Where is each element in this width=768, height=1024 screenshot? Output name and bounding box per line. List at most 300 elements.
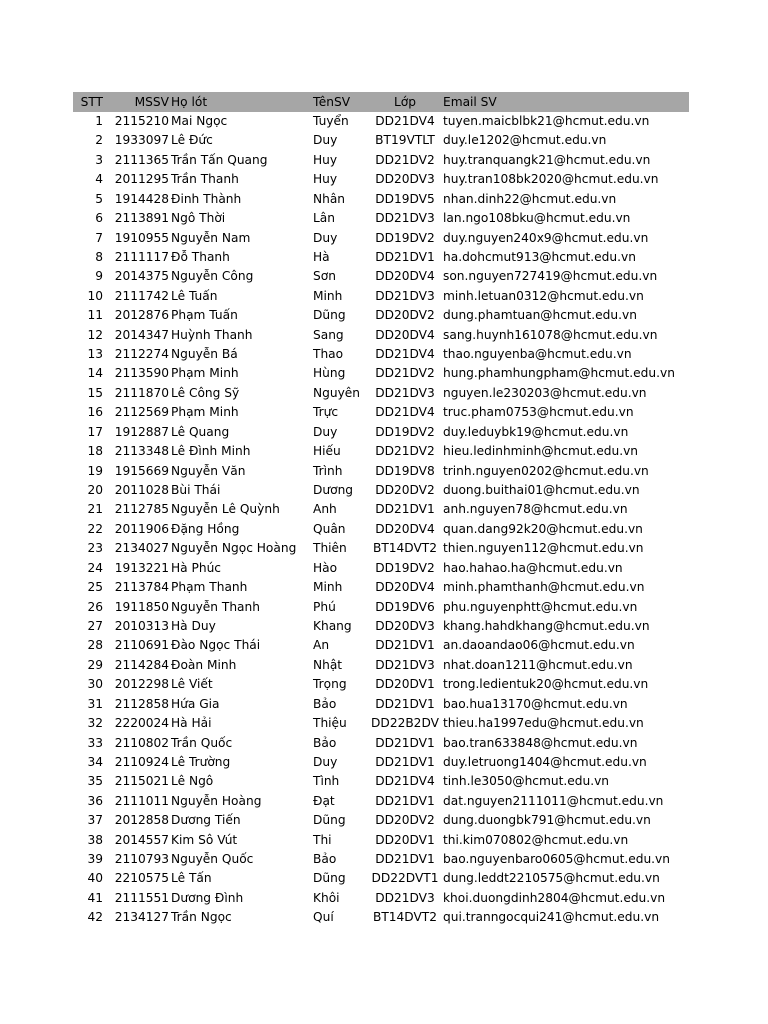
header-mssv: MSSV bbox=[134, 95, 169, 109]
cell-ten-sv: Trực bbox=[313, 405, 339, 420]
cell-mssv: 2134027 bbox=[114, 541, 169, 556]
table-row bbox=[73, 520, 689, 539]
table-row bbox=[73, 734, 689, 753]
cell-stt: 17 bbox=[87, 424, 103, 439]
table-row bbox=[73, 617, 689, 636]
header-email: Email SV bbox=[443, 95, 497, 109]
cell-mssv: 2112785 bbox=[114, 502, 169, 517]
table-row bbox=[73, 248, 689, 267]
cell-mssv: 2111742 bbox=[114, 288, 169, 303]
cell-ho-lot: Lê Quang bbox=[171, 424, 230, 439]
cell-lop: DD20DV2 bbox=[375, 483, 435, 498]
table-row bbox=[73, 364, 689, 383]
cell-email: nhat.doan1211@hcmut.edu.vn bbox=[443, 657, 633, 672]
cell-ho-lot: Lê Trường bbox=[171, 754, 231, 769]
table-row bbox=[73, 190, 689, 209]
cell-stt: 15 bbox=[87, 385, 103, 400]
table-row bbox=[73, 229, 689, 248]
cell-mssv: 2113590 bbox=[114, 366, 169, 381]
table-row bbox=[73, 598, 689, 617]
cell-mssv: 2111365 bbox=[114, 152, 169, 167]
table-row bbox=[73, 131, 689, 150]
cell-lop: DD21DV3 bbox=[375, 890, 435, 905]
cell-mssv: 1914428 bbox=[114, 191, 169, 206]
cell-lop: DD21DV1 bbox=[375, 696, 435, 711]
cell-mssv: 2014375 bbox=[114, 269, 169, 284]
cell-mssv: 2115021 bbox=[114, 774, 169, 789]
cell-email: thieu.ha1997edu@hcmut.edu.vn bbox=[443, 716, 644, 731]
cell-email: duy.letruong1404@hcmut.edu.vn bbox=[443, 754, 647, 769]
cell-ten-sv: Bảo bbox=[313, 852, 337, 867]
cell-ten-sv: Minh bbox=[313, 580, 343, 595]
cell-mssv: 2110793 bbox=[114, 852, 169, 867]
cell-ten-sv: Huy bbox=[313, 152, 338, 167]
cell-email: bao.hua13170@hcmut.edu.vn bbox=[443, 696, 628, 711]
cell-stt: 2 bbox=[95, 133, 103, 148]
cell-ten-sv: Tình bbox=[313, 774, 340, 789]
cell-email: hao.hahao.ha@hcmut.edu.vn bbox=[443, 560, 623, 575]
cell-stt: 29 bbox=[87, 657, 103, 672]
cell-stt: 32 bbox=[87, 716, 103, 731]
cell-ho-lot: Phạm Minh bbox=[171, 366, 239, 381]
cell-mssv: 2112569 bbox=[114, 405, 169, 420]
cell-ho-lot: Đặng Hồng bbox=[171, 521, 240, 536]
cell-lop: DD19DV2 bbox=[375, 560, 435, 575]
student-table bbox=[73, 92, 689, 928]
cell-ten-sv: Hào bbox=[313, 560, 338, 575]
cell-ten-sv: Đạt bbox=[313, 793, 335, 808]
cell-email: nhan.dinh22@hcmut.edu.vn bbox=[443, 191, 617, 206]
cell-lop: DD21DV3 bbox=[375, 288, 435, 303]
cell-mssv: 2111551 bbox=[114, 890, 169, 905]
header-stt: STT bbox=[80, 95, 103, 109]
table-row bbox=[73, 112, 689, 131]
cell-ho-lot: Lê Tấn bbox=[171, 871, 212, 886]
cell-ho-lot: Lê Công Sỹ bbox=[171, 385, 240, 400]
cell-lop: DD20DV1 bbox=[375, 832, 435, 847]
cell-email: trong.ledientuk20@hcmut.edu.vn bbox=[443, 677, 649, 692]
cell-lop: DD20DV3 bbox=[375, 172, 435, 187]
cell-ho-lot: Đào Ngọc Thái bbox=[171, 638, 261, 653]
cell-ten-sv: Dũng bbox=[313, 308, 346, 323]
cell-ten-sv: Bảo bbox=[313, 696, 337, 711]
cell-ho-lot: Bùi Thái bbox=[171, 483, 221, 498]
cell-lop: DD20DV4 bbox=[375, 521, 435, 536]
cell-stt: 13 bbox=[87, 347, 103, 362]
table-row bbox=[73, 500, 689, 519]
cell-mssv: 2112858 bbox=[114, 696, 169, 711]
cell-mssv: 2110691 bbox=[114, 638, 169, 653]
cell-mssv: 2012858 bbox=[114, 813, 169, 828]
cell-email: sang.huynh161078@hcmut.edu.vn bbox=[443, 327, 658, 342]
cell-ho-lot: Nguyễn Công bbox=[171, 269, 254, 284]
cell-lop: DD20DV1 bbox=[375, 677, 435, 692]
cell-email: tinh.le3050@hcmut.edu.vn bbox=[443, 774, 610, 789]
cell-mssv: 2014347 bbox=[114, 327, 169, 342]
cell-ten-sv: Minh bbox=[313, 288, 343, 303]
cell-ho-lot: Dương Đình bbox=[171, 890, 244, 905]
cell-mssv: 2210575 bbox=[114, 871, 169, 886]
cell-email: minh.phamthanh@hcmut.edu.vn bbox=[443, 580, 645, 595]
cell-ho-lot: Phạm Minh bbox=[171, 405, 239, 420]
table-row bbox=[73, 889, 689, 908]
cell-email: dung.leddt2210575@hcmut.edu.vn bbox=[443, 871, 660, 886]
cell-stt: 4 bbox=[95, 172, 103, 187]
cell-email: son.nguyen727419@hcmut.edu.vn bbox=[443, 269, 658, 284]
cell-ten-sv: Duy bbox=[313, 133, 338, 148]
cell-lop: DD21DV1 bbox=[375, 502, 435, 517]
cell-ho-lot: Nguyễn Bá bbox=[171, 347, 238, 362]
table-row bbox=[73, 636, 689, 655]
cell-email: duy.nguyen240x9@hcmut.edu.vn bbox=[443, 230, 649, 245]
cell-ten-sv: Sang bbox=[313, 327, 344, 342]
cell-lop: DD21DV4 bbox=[375, 347, 435, 362]
cell-email: khoi.duongdinh2804@hcmut.edu.vn bbox=[443, 890, 666, 905]
cell-stt: 1 bbox=[95, 114, 103, 128]
cell-stt: 37 bbox=[87, 813, 103, 828]
cell-ten-sv: Duy bbox=[313, 424, 338, 439]
table-row bbox=[73, 384, 689, 403]
cell-ho-lot: Hà Duy bbox=[171, 618, 216, 633]
cell-stt: 40 bbox=[87, 871, 103, 886]
header-row bbox=[73, 92, 689, 112]
cell-email: ha.dohcmut913@hcmut.edu.vn bbox=[443, 249, 636, 264]
cell-stt: 28 bbox=[87, 638, 103, 653]
cell-ten-sv: Anh bbox=[313, 502, 337, 517]
cell-ho-lot: Nguyễn Văn bbox=[171, 463, 246, 478]
table-row bbox=[73, 695, 689, 714]
cell-stt: 25 bbox=[87, 580, 103, 595]
cell-mssv: 2112274 bbox=[114, 347, 169, 362]
cell-mssv: 1933097 bbox=[114, 133, 169, 148]
cell-lop: DD21DV1 bbox=[375, 793, 435, 808]
cell-lop: DD22B2DV bbox=[371, 716, 439, 731]
cell-ten-sv: Khang bbox=[313, 618, 352, 633]
cell-ho-lot: Trần Ngọc bbox=[171, 910, 232, 925]
cell-email: huy.tranquangk21@hcmut.edu.vn bbox=[443, 152, 651, 167]
table-row bbox=[73, 539, 689, 558]
cell-mssv: 2113784 bbox=[114, 580, 169, 595]
cell-ho-lot: Mai Ngọc bbox=[171, 114, 228, 128]
cell-lop: DD19DV6 bbox=[375, 599, 435, 614]
cell-ho-lot: Đinh Thành bbox=[171, 191, 242, 206]
cell-ten-sv: Thiệu bbox=[313, 716, 347, 731]
cell-ho-lot: Hà Phúc bbox=[171, 560, 222, 575]
cell-ho-lot: Lê Đức bbox=[171, 133, 213, 148]
cell-stt: 42 bbox=[87, 910, 103, 925]
cell-ten-sv: Thi bbox=[313, 832, 332, 847]
cell-email: nguyen.le230203@hcmut.edu.vn bbox=[443, 385, 647, 400]
cell-mssv: 2134127 bbox=[114, 910, 169, 925]
cell-ten-sv: Dương bbox=[313, 483, 354, 498]
cell-stt: 35 bbox=[87, 774, 103, 789]
cell-email: truc.pham0753@hcmut.edu.vn bbox=[443, 405, 634, 420]
cell-ho-lot: Trần Quốc bbox=[171, 735, 233, 750]
table-row bbox=[73, 811, 689, 830]
cell-email: duy.le1202@hcmut.edu.vn bbox=[443, 133, 607, 148]
cell-lop: DD21DV3 bbox=[375, 385, 435, 400]
cell-mssv: 2110802 bbox=[114, 735, 169, 750]
table-row bbox=[73, 267, 689, 286]
cell-lop: DD19DV5 bbox=[375, 191, 435, 206]
cell-ten-sv: Tuyển bbox=[313, 114, 349, 128]
cell-lop: DD19DV2 bbox=[375, 424, 435, 439]
cell-stt: 34 bbox=[87, 754, 103, 769]
cell-mssv: 2012298 bbox=[114, 677, 169, 692]
cell-ho-lot: Phạm Tuấn bbox=[171, 308, 238, 323]
cell-stt: 9 bbox=[95, 269, 103, 284]
table-row bbox=[73, 306, 689, 325]
cell-ho-lot: Nguyễn Hoàng bbox=[171, 793, 262, 808]
cell-mssv: 1915669 bbox=[114, 463, 169, 478]
cell-ho-lot: Hà Hải bbox=[171, 716, 212, 731]
table-row bbox=[73, 656, 689, 675]
cell-ten-sv: Lân bbox=[313, 211, 335, 226]
table-row bbox=[73, 345, 689, 364]
header-ho-lot: Họ lót bbox=[171, 95, 208, 109]
cell-stt: 12 bbox=[87, 327, 103, 342]
cell-lop: BT19VTLT bbox=[375, 133, 435, 148]
cell-lop: DD21DV4 bbox=[375, 114, 435, 128]
cell-email: dat.nguyen2111011@hcmut.edu.vn bbox=[443, 793, 664, 808]
cell-mssv: 1910955 bbox=[114, 230, 169, 245]
cell-lop: DD21DV3 bbox=[375, 211, 435, 226]
cell-mssv: 2010313 bbox=[114, 618, 169, 633]
cell-lop: BT14DVT2 bbox=[372, 910, 438, 925]
cell-ho-lot: Nguyễn Lê Quỳnh bbox=[171, 502, 280, 517]
cell-mssv: 2115210 bbox=[114, 114, 169, 128]
cell-lop: DD21DV1 bbox=[375, 735, 435, 750]
table-row bbox=[73, 403, 689, 422]
table-row bbox=[73, 850, 689, 869]
cell-stt: 41 bbox=[87, 890, 103, 905]
cell-lop: DD22DVT1 bbox=[371, 871, 439, 886]
cell-lop: DD21DV2 bbox=[375, 152, 435, 167]
cell-email: lan.ngo108bku@hcmut.edu.vn bbox=[443, 211, 631, 226]
cell-ten-sv: Sơn bbox=[313, 269, 336, 284]
cell-ho-lot: Nguyễn Ngọc Hoàng bbox=[171, 541, 297, 556]
table-row bbox=[73, 326, 689, 345]
cell-email: qui.tranngocqui241@hcmut.edu.vn bbox=[443, 910, 660, 925]
cell-email: quan.dang92k20@hcmut.edu.vn bbox=[443, 521, 643, 536]
cell-stt: 7 bbox=[95, 230, 103, 245]
cell-ten-sv: Thao bbox=[313, 347, 344, 362]
cell-ho-lot: Lê Đình Minh bbox=[171, 444, 251, 459]
cell-ten-sv: Trọng bbox=[313, 677, 347, 692]
cell-email: thao.nguyenba@hcmut.edu.vn bbox=[443, 347, 632, 362]
cell-ten-sv: Dũng bbox=[313, 813, 346, 828]
cell-stt: 21 bbox=[87, 502, 103, 517]
cell-mssv: 1912887 bbox=[114, 424, 169, 439]
cell-stt: 36 bbox=[87, 793, 103, 808]
table-row bbox=[73, 442, 689, 461]
cell-lop: DD19DV8 bbox=[375, 463, 435, 478]
table-row bbox=[73, 462, 689, 481]
cell-mssv: 2111870 bbox=[114, 385, 169, 400]
cell-ten-sv: Bảo bbox=[313, 735, 337, 750]
cell-stt: 6 bbox=[95, 211, 103, 226]
cell-ho-lot: Hứa Gia bbox=[171, 696, 220, 711]
table-row bbox=[73, 170, 689, 189]
table-row bbox=[73, 287, 689, 306]
cell-email: thi.kim070802@hcmut.edu.vn bbox=[443, 832, 629, 847]
cell-email: minh.letuan0312@hcmut.edu.vn bbox=[443, 288, 644, 303]
cell-ten-sv: Hiếu bbox=[313, 444, 341, 459]
cell-stt: 24 bbox=[87, 560, 103, 575]
cell-ten-sv: Duy bbox=[313, 754, 338, 769]
table-row bbox=[73, 753, 689, 772]
cell-email: khang.hahdkhang@hcmut.edu.vn bbox=[443, 618, 650, 633]
cell-lop: DD20DV2 bbox=[375, 813, 435, 828]
cell-email: hieu.ledinhminh@hcmut.edu.vn bbox=[443, 444, 638, 459]
cell-lop: DD21DV2 bbox=[375, 366, 435, 381]
cell-ten-sv: An bbox=[313, 638, 330, 653]
header-lop: Lớp bbox=[394, 95, 416, 109]
cell-ho-lot: Dương Tiến bbox=[171, 813, 241, 828]
cell-mssv: 2114284 bbox=[114, 657, 169, 672]
table-row bbox=[73, 831, 689, 850]
cell-mssv: 1911850 bbox=[114, 599, 169, 614]
cell-ho-lot: Ngô Thời bbox=[171, 211, 226, 226]
cell-stt: 33 bbox=[87, 735, 103, 750]
cell-stt: 11 bbox=[87, 308, 103, 323]
cell-lop: DD20DV4 bbox=[375, 580, 435, 595]
cell-ho-lot: Đoàn Minh bbox=[171, 657, 237, 672]
cell-ten-sv: Nguyên bbox=[313, 385, 361, 400]
cell-mssv: 2220024 bbox=[114, 716, 169, 731]
table-row bbox=[73, 869, 689, 888]
table-body bbox=[73, 112, 689, 928]
cell-ten-sv: Quí bbox=[313, 910, 334, 925]
cell-mssv: 2011906 bbox=[114, 521, 169, 536]
cell-ten-sv: Hà bbox=[313, 249, 330, 264]
cell-stt: 22 bbox=[87, 521, 103, 536]
cell-ho-lot: Lê Ngô bbox=[171, 774, 214, 789]
cell-mssv: 2111011 bbox=[114, 793, 169, 808]
cell-ho-lot: Nguyễn Quốc bbox=[171, 852, 254, 867]
cell-stt: 3 bbox=[95, 152, 103, 167]
cell-stt: 20 bbox=[87, 483, 103, 498]
cell-email: duong.buithai01@hcmut.edu.vn bbox=[443, 483, 640, 498]
cell-mssv: 2110924 bbox=[114, 754, 169, 769]
table-row bbox=[73, 209, 689, 228]
table-row bbox=[73, 792, 689, 811]
cell-ten-sv: Trình bbox=[313, 463, 343, 478]
cell-stt: 30 bbox=[87, 677, 103, 692]
cell-ho-lot: Trần Thanh bbox=[171, 172, 239, 187]
cell-lop: DD21DV3 bbox=[375, 657, 435, 672]
cell-lop: DD20DV3 bbox=[375, 618, 435, 633]
cell-email: thien.nguyen112@hcmut.edu.vn bbox=[443, 541, 644, 556]
cell-mssv: 2011295 bbox=[114, 172, 169, 187]
cell-mssv: 2014557 bbox=[114, 832, 169, 847]
cell-lop: DD21DV4 bbox=[375, 774, 435, 789]
table-row bbox=[73, 423, 689, 442]
cell-ten-sv: Quân bbox=[313, 521, 346, 536]
cell-lop: DD21DV1 bbox=[375, 754, 435, 769]
cell-email: bao.nguyenbaro0605@hcmut.edu.vn bbox=[443, 852, 670, 867]
table-row bbox=[73, 772, 689, 791]
table-row bbox=[73, 481, 689, 500]
cell-ten-sv: Hùng bbox=[313, 366, 346, 381]
cell-lop: DD21DV4 bbox=[375, 405, 435, 420]
cell-email: anh.nguyen78@hcmut.edu.vn bbox=[443, 502, 628, 517]
cell-email: huy.tran108bk2020@hcmut.edu.vn bbox=[443, 172, 659, 187]
cell-stt: 10 bbox=[87, 288, 103, 303]
table-row bbox=[73, 675, 689, 694]
cell-ho-lot: Kim Sô Vút bbox=[171, 832, 238, 847]
cell-lop: DD20DV4 bbox=[375, 269, 435, 284]
cell-lop: DD21DV1 bbox=[375, 638, 435, 653]
cell-ten-sv: Khôi bbox=[313, 890, 340, 905]
cell-stt: 38 bbox=[87, 832, 103, 847]
cell-stt: 19 bbox=[87, 463, 103, 478]
cell-ho-lot: Nguyễn Nam bbox=[171, 230, 251, 245]
cell-ten-sv: Huy bbox=[313, 172, 338, 187]
cell-mssv: 2111117 bbox=[114, 249, 169, 264]
cell-stt: 39 bbox=[87, 852, 103, 867]
cell-ten-sv: Phú bbox=[313, 599, 336, 614]
cell-mssv: 2011028 bbox=[114, 483, 169, 498]
cell-email: hung.phamhungpham@hcmut.edu.vn bbox=[443, 366, 675, 381]
student-list-sheet bbox=[73, 92, 689, 928]
cell-ten-sv: Nhật bbox=[313, 657, 343, 672]
cell-mssv: 2012876 bbox=[114, 308, 169, 323]
cell-stt: 14 bbox=[87, 366, 103, 381]
cell-email: phu.nguyenphtt@hcmut.edu.vn bbox=[443, 599, 638, 614]
cell-stt: 31 bbox=[87, 696, 103, 711]
cell-lop: DD19DV2 bbox=[375, 230, 435, 245]
cell-mssv: 2113891 bbox=[114, 211, 169, 226]
table-row bbox=[73, 559, 689, 578]
cell-email: bao.tran633848@hcmut.edu.vn bbox=[443, 735, 638, 750]
table-header bbox=[73, 92, 689, 112]
cell-lop: DD20DV4 bbox=[375, 327, 435, 342]
cell-stt: 18 bbox=[87, 444, 103, 459]
cell-email: an.daoandao06@hcmut.edu.vn bbox=[443, 638, 635, 653]
cell-email: duy.leduybk19@hcmut.edu.vn bbox=[443, 424, 629, 439]
cell-ten-sv: Duy bbox=[313, 230, 338, 245]
cell-ho-lot: Trần Tấn Quang bbox=[171, 152, 268, 167]
table-row bbox=[73, 578, 689, 597]
cell-ten-sv: Dũng bbox=[313, 871, 346, 886]
cell-email: tuyen.maicblbk21@hcmut.edu.vn bbox=[443, 114, 650, 128]
cell-mssv: 2113348 bbox=[114, 444, 169, 459]
cell-lop: DD21DV1 bbox=[375, 249, 435, 264]
cell-ho-lot: Lê Tuấn bbox=[171, 288, 218, 303]
cell-email: dung.duongbk791@hcmut.edu.vn bbox=[443, 813, 651, 828]
cell-ho-lot: Lê Viết bbox=[171, 677, 213, 692]
table-row bbox=[73, 151, 689, 170]
cell-ho-lot: Nguyễn Thanh bbox=[171, 599, 260, 614]
header-ten-sv: TênSV bbox=[313, 95, 351, 109]
cell-stt: 26 bbox=[87, 599, 103, 614]
cell-lop: DD21DV1 bbox=[375, 852, 435, 867]
cell-mssv: 1913221 bbox=[114, 560, 169, 575]
cell-ho-lot: Phạm Thanh bbox=[171, 580, 248, 595]
cell-ten-sv: Thiên bbox=[313, 541, 347, 556]
cell-ho-lot: Đỗ Thanh bbox=[171, 249, 230, 264]
cell-email: dung.phamtuan@hcmut.edu.vn bbox=[443, 308, 637, 323]
cell-stt: 8 bbox=[95, 249, 103, 264]
cell-stt: 16 bbox=[87, 405, 103, 420]
cell-stt: 5 bbox=[95, 191, 103, 206]
cell-lop: DD21DV2 bbox=[375, 444, 435, 459]
table-row bbox=[73, 714, 689, 733]
table-row bbox=[73, 908, 689, 927]
cell-stt: 23 bbox=[87, 541, 103, 556]
cell-ho-lot: Huỳnh Thanh bbox=[171, 327, 253, 342]
